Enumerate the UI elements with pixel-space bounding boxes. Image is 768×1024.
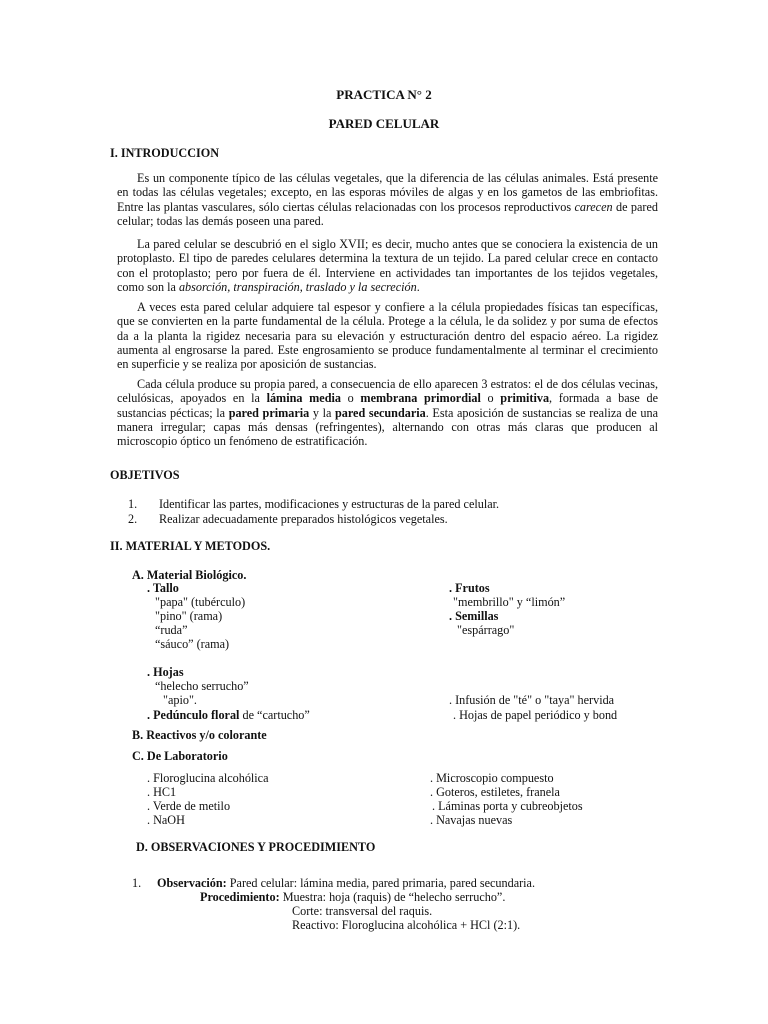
- tallo-item-ruda: “ruda”: [155, 623, 188, 637]
- intro-heading: I. INTRODUCCION: [110, 146, 220, 160]
- laboratorio-heading: C. De Laboratorio: [132, 749, 228, 763]
- lab-left-item-1: . Floroglucina alcohólica: [147, 771, 269, 785]
- objetivo-2-text: Realizar adecuadamente preparados histológicos vegetales.: [159, 512, 448, 526]
- lab-right-item-2: . Goteros, estiletes, franela: [430, 785, 560, 799]
- objetivo-2-number: 2.: [128, 512, 138, 526]
- intro-paragraph-2: La pared celular se descubrió en el siglo XVII; es decir, mucho antes que se conociera la existencia de un protoplasto. El tipo de paredes celulares determina la textura de un tejido. La pared celular crece en contacto con el protoplasto; pero por fuera de él. Interviene en actividades tan importantes de los tejidos vegetales, como son la absorción, transpiración, traslado y la secreción.: [117, 237, 658, 294]
- reactivos-heading: B. Reactivos y/o colorante: [132, 728, 267, 742]
- objetivo-1-number: 1.: [128, 497, 138, 511]
- semillas-item: "espárrago": [457, 623, 515, 637]
- material-biologico-heading: A. Material Biológico.: [132, 568, 247, 582]
- corte-line: Corte: transversal del raquis.: [292, 904, 433, 918]
- page-subtitle: PARED CELULAR: [328, 116, 440, 131]
- lab-right-item-4: . Navajas nuevas: [430, 813, 513, 827]
- material-heading: II. MATERIAL Y METODOS.: [110, 539, 271, 553]
- lab-right-item-3: . Láminas porta y cubreobjetos: [432, 799, 583, 813]
- hojas-item-apio: "apio".: [163, 693, 197, 707]
- tallo-item-papa: "papa" (tubérculo): [155, 595, 246, 609]
- frutos-item: "membrillo" y “limón”: [453, 595, 566, 609]
- tallo-item-pino: "pino" (rama): [155, 609, 223, 623]
- pedunculo-item: . Pedúnculo floral de “cartucho”: [147, 708, 310, 722]
- semillas-label: . Semillas: [449, 609, 499, 623]
- frutos-label: . Frutos: [449, 581, 490, 595]
- tallo-label: . Tallo: [147, 581, 179, 595]
- lab-left-item-3: . Verde de metilo: [147, 799, 231, 813]
- lab-left-item-2: . HC1: [147, 785, 177, 799]
- hojas-item-helecho: “helecho serrucho”: [155, 679, 249, 693]
- infusion-item: . Infusión de "té" o "taya" hervida: [449, 693, 615, 707]
- hojas-label: . Hojas: [147, 665, 184, 679]
- procedimiento-line: Procedimiento: Muestra: hoja (raquis) de “helecho serrucho”.: [200, 890, 506, 904]
- papel-item: . Hojas de papel periódico y bond: [453, 708, 618, 722]
- objetivo-1-text: Identificar las partes, modificaciones y estructuras de la pared celular.: [159, 497, 500, 511]
- page-title: PRACTICA N° 2: [336, 87, 432, 102]
- observaciones-heading: D. OBSERVACIONES Y PROCEDIMIENTO: [136, 840, 376, 854]
- objetivos-heading: OBJETIVOS: [110, 468, 180, 482]
- lab-right-item-1: . Microscopio compuesto: [430, 771, 554, 785]
- observacion-number: 1.: [132, 876, 142, 890]
- intro-paragraph-1: Es un componente típico de las células vegetales, que la diferencia de las células animales. Está presente en todas las células vegetales; excepto, en las esporas móviles de algas y en los gametos de las embriofitas. Entre las plantas vasculares, sólo ciertas células relacionadas con los procesos reproductivos carecen de pared celular; todas las demás poseen una pared.: [117, 171, 658, 228]
- reactivo-line: Reactivo: Floroglucina alcohólica + HCl (2:1).: [292, 918, 521, 932]
- intro-paragraph-4: Cada célula produce su propia pared, a consecuencia de ello aparecen 3 estratos: el de dos células vecinas, celulósicas, apoyados en la lámina media o membrana primordial o primitiva, formada a base de sustancias pécticas; la pared primaria y la pared secundaria. Esta aposición de sustancias se realiza de una manera irregular; capas más densas (refringentes), alternando con otras más claras que producen al microscopio óptico un fenómeno de estratificación.: [117, 377, 658, 449]
- intro-paragraph-3: A veces esta pared celular adquiere tal espesor y confiere a la célula propiedades físicas tan específicas, que se convierten en la parte fundamental de la célula. Protege a la célula, le da solidez y por suma de efectos da a la planta la rigidez necesaria para su elevación y estructuración dentro del espacio aéreo. La rigidez aumenta al engrosarse la pared. Este engrosamiento se produce fundamentalmente al terminar el crecimiento en superficie y se realiza por aposición de sustancias.: [117, 300, 658, 372]
- lab-left-item-4: . NaOH: [147, 813, 185, 827]
- observacion-line: Observación: Pared celular: lámina media, pared primaria, pared secundaria.: [157, 876, 535, 890]
- tallo-item-sauco: “sáuco” (rama): [155, 637, 230, 651]
